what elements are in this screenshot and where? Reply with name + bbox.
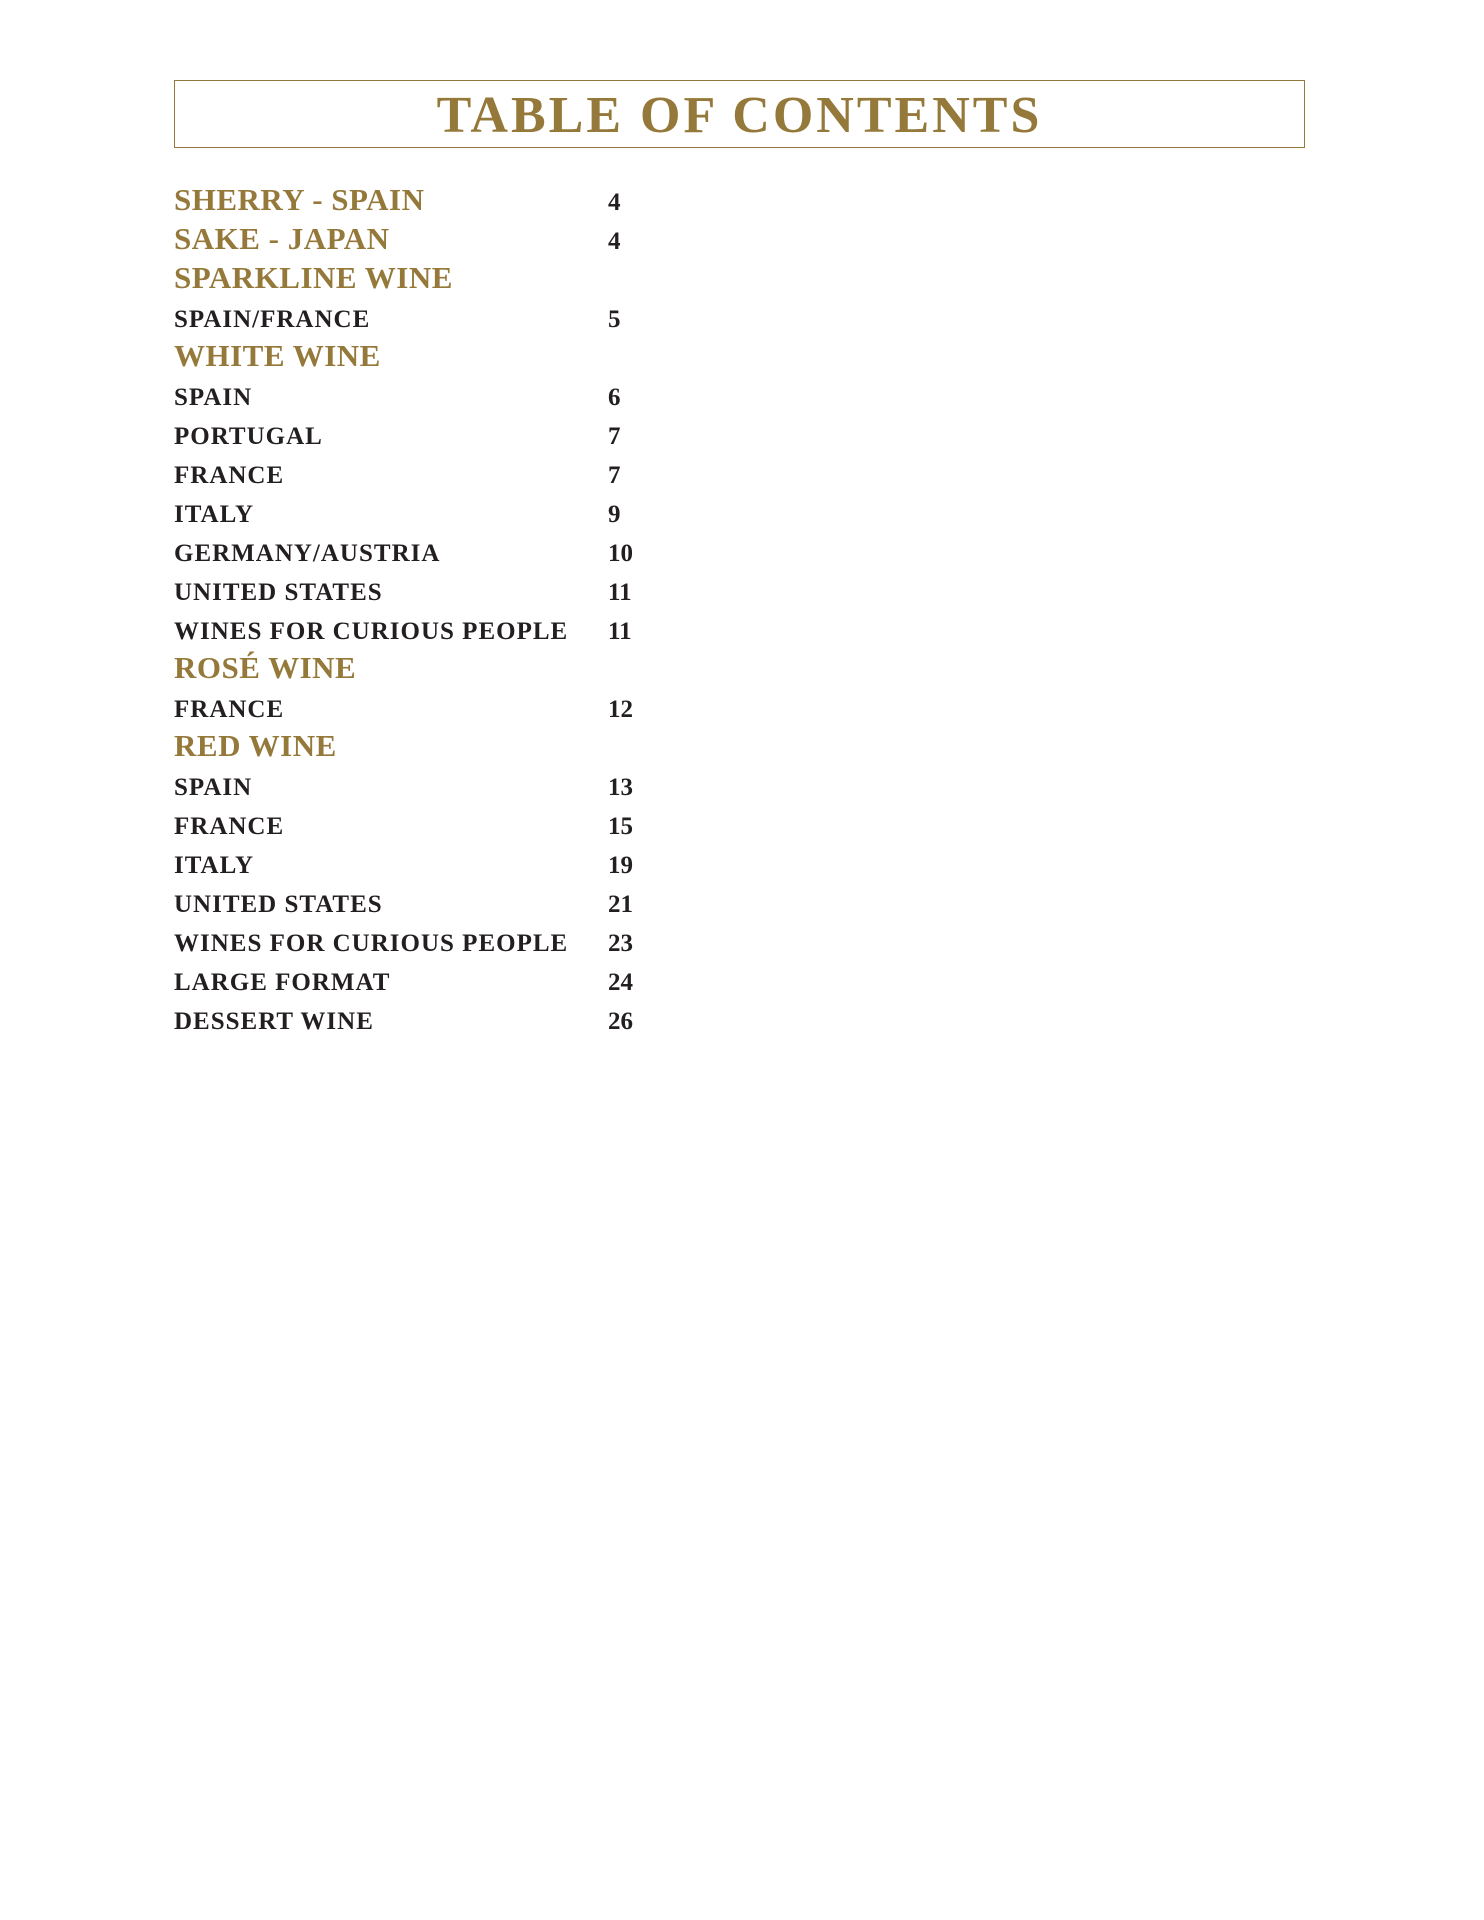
toc-entry-label: WINES FOR CURIOUS PEOPLE <box>174 930 569 957</box>
toc-row[interactable] <box>174 689 694 728</box>
toc-row[interactable] <box>174 455 694 494</box>
toc-page-number: 13 <box>608 774 633 801</box>
toc-row[interactable] <box>174 923 694 962</box>
toc-entry-label: FRANCE <box>174 813 285 840</box>
toc-page-number: 11 <box>608 618 632 645</box>
toc-row[interactable] <box>174 806 694 845</box>
toc-row[interactable] <box>174 416 694 455</box>
toc-heading-label: WHITE WINE <box>174 338 381 373</box>
toc-page-number: 4 <box>608 228 621 255</box>
toc-entry-label: DESSERT WINE <box>174 1008 374 1035</box>
toc-page-number: 5 <box>608 306 621 333</box>
toc-row <box>174 338 694 377</box>
toc-page-number: 4 <box>608 189 621 216</box>
toc-row[interactable] <box>174 611 694 650</box>
toc-page-number: 11 <box>608 579 632 606</box>
toc-row[interactable] <box>174 962 694 1001</box>
toc-page-number: 15 <box>608 813 633 840</box>
toc-entry-label: LARGE FORMAT <box>174 969 391 996</box>
toc-row[interactable] <box>174 221 694 260</box>
toc-entry-label: SPAIN <box>174 384 253 411</box>
page-title: TABLE OF CONTENTS <box>436 87 1043 144</box>
toc-entry-label: FRANCE <box>174 696 285 723</box>
toc-row[interactable] <box>174 299 694 338</box>
toc-row[interactable] <box>174 1001 694 1040</box>
toc-entry-label: ITALY <box>174 852 255 879</box>
toc-entry-label: FRANCE <box>174 462 285 489</box>
toc-entry-label: UNITED STATES <box>174 579 383 606</box>
toc-page-number: 6 <box>608 384 621 411</box>
toc-heading-label: SPARKLINE WINE <box>174 260 453 295</box>
toc-heading-label: ROSÉ WINE <box>174 650 357 685</box>
toc-row <box>174 650 694 689</box>
table-of-contents <box>174 182 694 1040</box>
toc-page-number: 19 <box>608 852 633 879</box>
title-box <box>174 80 1305 148</box>
toc-page-number: 10 <box>608 540 633 567</box>
toc-page-number: 21 <box>608 891 633 918</box>
toc-page-number: 7 <box>608 423 621 450</box>
toc-row <box>174 728 694 767</box>
toc-row[interactable] <box>174 767 694 806</box>
toc-row[interactable] <box>174 884 694 923</box>
toc-page-number: 23 <box>608 930 633 957</box>
toc-row[interactable] <box>174 494 694 533</box>
toc-row[interactable] <box>174 182 694 221</box>
toc-entry-label: SPAIN <box>174 774 253 801</box>
toc-page-number: 7 <box>608 462 621 489</box>
toc-page-number: 24 <box>608 969 633 996</box>
toc-entry-label: PORTUGAL <box>174 423 323 450</box>
toc-entry-label: WINES FOR CURIOUS PEOPLE <box>174 618 569 645</box>
toc-row[interactable] <box>174 377 694 416</box>
toc-row[interactable] <box>174 572 694 611</box>
toc-heading-label: RED WINE <box>174 728 337 763</box>
toc-heading-label: SHERRY - SPAIN <box>174 182 425 217</box>
toc-heading-label: SAKE - JAPAN <box>174 221 390 256</box>
toc-entry-label: ITALY <box>174 501 255 528</box>
toc-page-number: 9 <box>608 501 621 528</box>
toc-row[interactable] <box>174 533 694 572</box>
toc-entry-label: SPAIN/FRANCE <box>174 306 371 333</box>
toc-row[interactable] <box>174 845 694 884</box>
toc-row <box>174 260 694 299</box>
toc-page-number: 26 <box>608 1008 633 1035</box>
toc-entry-label: GERMANY/AUSTRIA <box>174 540 441 567</box>
toc-entry-label: UNITED STATES <box>174 891 383 918</box>
toc-page-number: 12 <box>608 696 633 723</box>
